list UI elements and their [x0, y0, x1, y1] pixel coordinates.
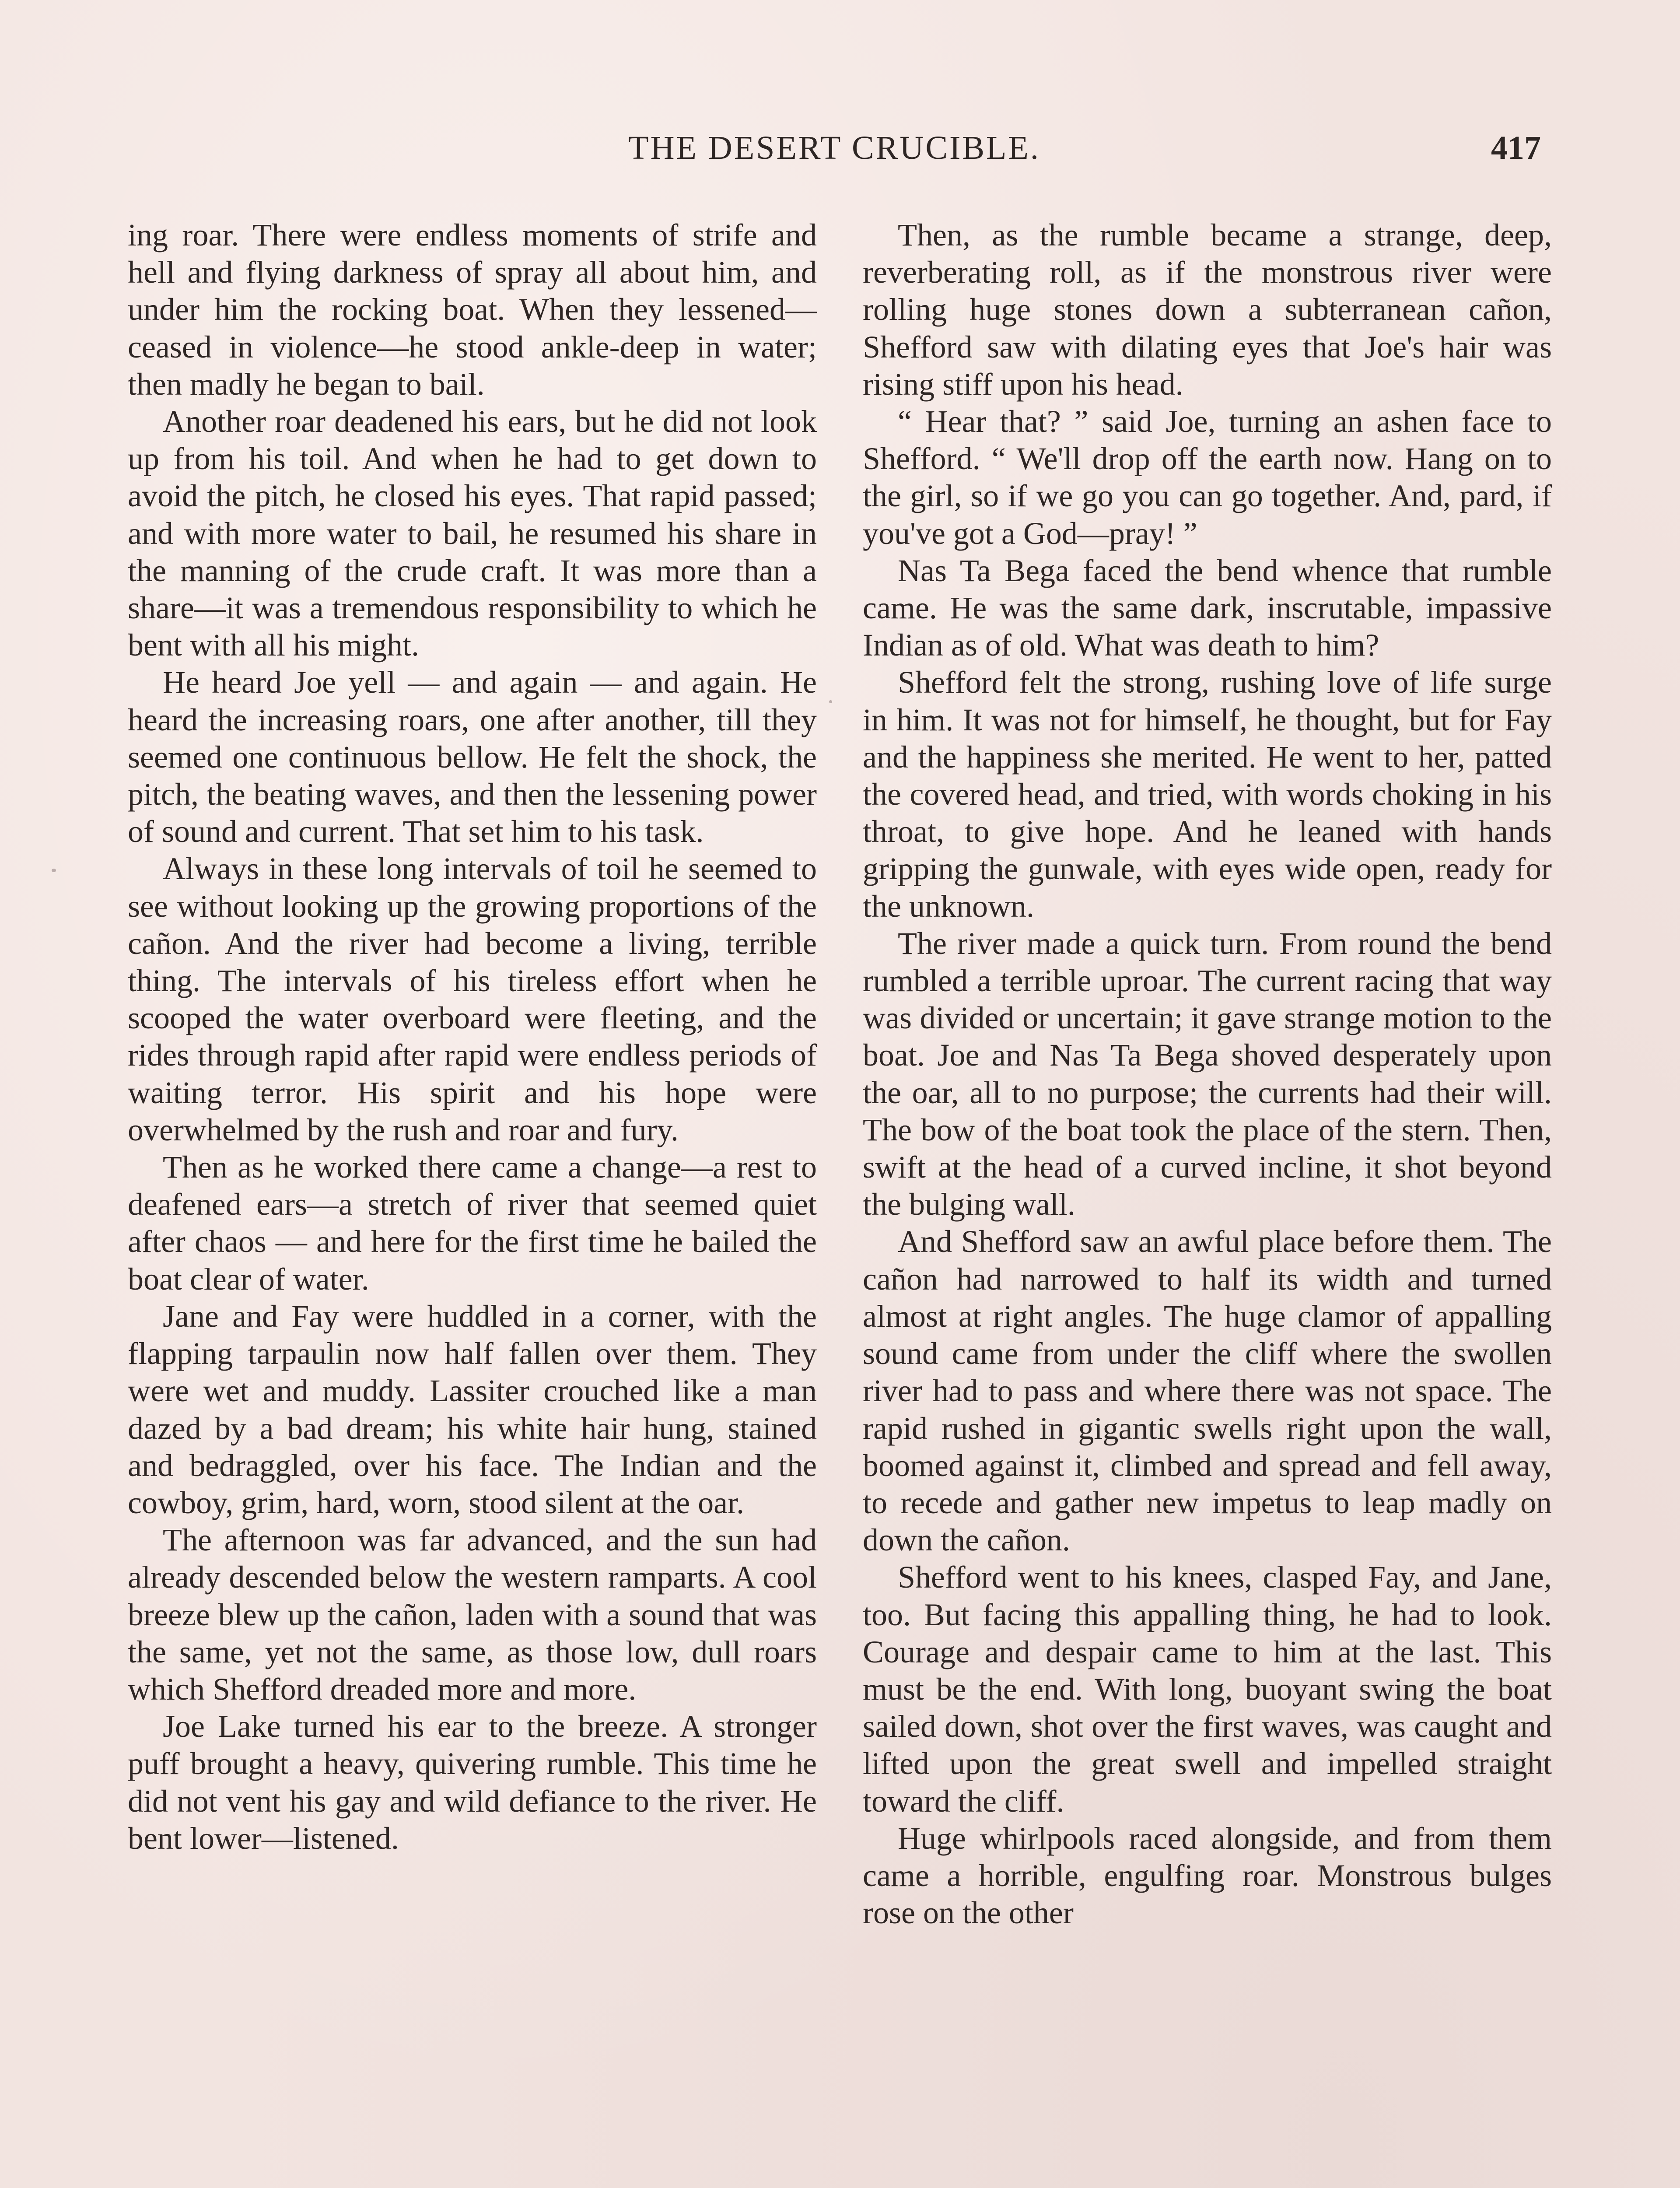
- right-column: [863, 217, 1552, 1932]
- paragraph: Always in these long intervals of toil he seemed to see without looking up the growing proportions of the cañon. And the river had become a living, terrible thing. The intervals of his tireless effort when he scooped the water overboard were fleeting, and the rides through rapid after rapid were endless periods of waiting terror. His spirit and his hope were overwhelmed by the rush and roar and fury.: [128, 851, 817, 1147]
- left-column: [128, 217, 817, 1857]
- paper-speck: [52, 869, 56, 872]
- paragraph: And Shefford saw an awful place before them. The cañon had narrowed to half its width and turned almost at right angles. The huge clamor of appalling sound came from under the cliff where the swollen river had to pass and where there was not space. The rapid rushed in gigantic swells right upon the wall, boomed against it, climbed and spread and fell away, to recede and gather new impetus to leap madly on down the cañon.: [863, 1224, 1552, 1558]
- paragraph: Shefford went to his knees, clasped Fay, and Jane, too. But facing this appalling thing, he had to look. Courage and despair came to him at the last. This must be the end. With long, buoyant swing the boat sailed down, shot over the first waves, was caught and lifted upon the great swell and impelled straight toward the cliff.: [863, 1560, 1552, 1819]
- paper-speck: [829, 700, 832, 703]
- paragraph: Nas Ta Bega faced the bend whence that rumble came. He was the same dark, inscrutable, impassive Indian as of old. What was death to him?: [863, 553, 1552, 663]
- paragraph: Jane and Fay were huddled in a corner, with the flapping tarpaulin now half fallen over them. They were wet and muddy. Lassiter crouched like a man dazed by a bad dream; his white hair hung, stained and bedraggled, over his face. The Indian and the cowboy, grim, hard, worn, stood silent at the oar.: [128, 1298, 817, 1520]
- paragraph: Then as he worked there came a change—a rest to deafened ears—a stretch of river that seemed quiet after chaos — and here for the first time he bailed the boat clear of water.: [128, 1150, 817, 1297]
- paragraph: ing roar. There were endless moments of strife and hell and flying darkness of spray all about him, and under him the rocking boat. When they lessened—ceased in violence—he stood ankle-deep in water; then madly he began to bail.: [128, 217, 817, 402]
- paragraph: Then, as the rumble became a strange, deep, reverberating roll, as if the monstrous river were rolling huge stones down a subterranean cañon, Shefford saw with dilating eyes that Joe's hair was rising stiff upon his head.: [863, 217, 1552, 402]
- running-title: THE DESERT CRUCIBLE.: [628, 130, 1040, 166]
- paragraph: Shefford felt the strong, rushing love of life surge in him. It was not for himself, he thought, but for Fay and the happiness she merited. He went to her, patted the covered head, and tried, with words choking in his throat, to give hope. And he leaned with hands gripping the gunwale, with eyes wide open, ready for the unknown.: [863, 665, 1552, 924]
- page-number: 417: [1491, 130, 1541, 166]
- paragraph: Huge whirlpools raced alongside, and from them came a horrible, engulfing roar. Monstrous bulges rose on the other: [863, 1820, 1552, 1931]
- paragraph: Joe Lake turned his ear to the breeze. A stronger puff brought a heavy, quivering rumble. This time he did not vent his gay and wild defiance to the river. He bent lower—listened.: [128, 1709, 817, 1856]
- page-header: [128, 129, 1541, 177]
- paragraph: Another roar deadened his ears, but he did not look up from his toil. And when he had to get down to avoid the pitch, he closed his eyes. That rapid passed; and with more water to bail, he resumed his share in the manning of the crude craft. It was more than a share—it was a tremendous responsibility to which he bent with all his might.: [128, 404, 817, 663]
- paragraph: He heard Joe yell — and again — and again. He heard the increasing roars, one after another, till they seemed one continuous bellow. He felt the shock, the pitch, the beating waves, and then the lessening power of sound and current. That set him to his task.: [128, 665, 817, 849]
- paragraph: “ Hear that? ” said Joe, turning an ashen face to Shefford. “ We'll drop off the earth now. Hang on to the girl, so if we go you can go together. And, pard, if you've got a God—pray! ”: [863, 404, 1552, 551]
- paragraph: The afternoon was far advanced, and the sun had already descended below the western ramparts. A cool breeze blew up the cañon, laden with a sound that was the same, yet not the same, as those low, dull roars which Shefford dreaded more and more.: [128, 1522, 817, 1707]
- paragraph: The river made a quick turn. From round the bend rumbled a terrible uproar. The current racing that way was divided or uncertain; it gave strange motion to the boat. Joe and Nas Ta Bega shoved desperately upon the oar, all to no purpose; the currents had their will. The bow of the boat took the place of the stern. Then, swift at the head of a curved incline, it shot beyond the bulging wall.: [863, 926, 1552, 1222]
